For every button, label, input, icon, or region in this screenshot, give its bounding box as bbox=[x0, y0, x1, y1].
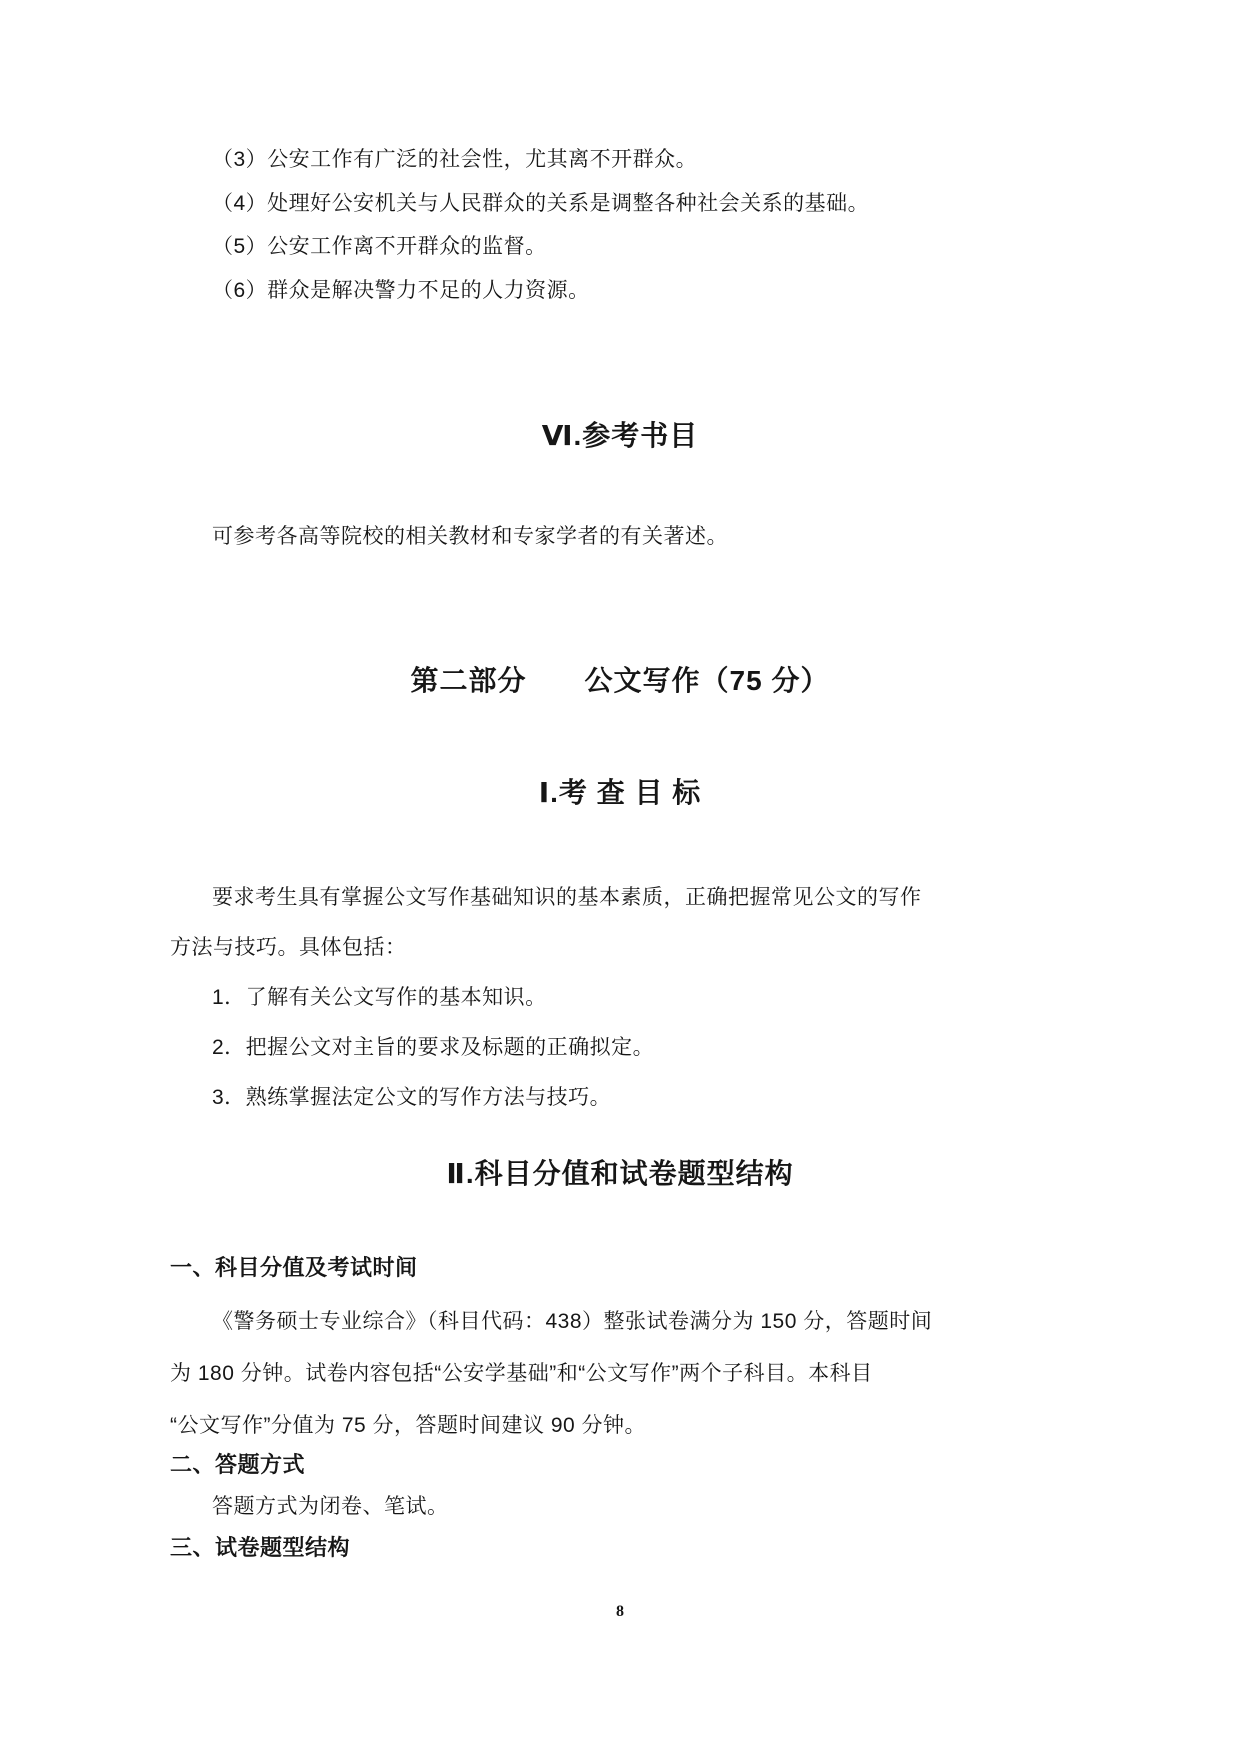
goal-paragraph-line2: 方法与技巧。具体包括： bbox=[170, 936, 407, 959]
part2-title: 第二部分 公文写作（75 分） bbox=[410, 665, 830, 696]
list-item-4: （4）处理好公安机关与人民群众的关系是调整各种社会关系的基础。 bbox=[212, 192, 870, 215]
sub1-heading: 一、科目分值及考试时间 bbox=[170, 1255, 418, 1280]
sub2-body: 答题方式为闭卷、笔试。 bbox=[212, 1495, 449, 1518]
sub1-paragraph-line2: 为 180 分钟。试卷内容包括“公安学基础”和“公文写作”两个子科目。本科目 bbox=[170, 1362, 873, 1385]
sub2-heading: 二、答题方式 bbox=[170, 1452, 306, 1477]
list-item-6: （6）群众是解决警力不足的人力资源。 bbox=[212, 279, 590, 302]
list-item-5: （5）公安工作离不开群众的监督。 bbox=[212, 235, 547, 258]
reference-section-heading: Ⅵ.参考书目 bbox=[541, 420, 699, 451]
sub1-paragraph-line3: “公文写作”分值为 75 分，答题时间建议 90 分钟。 bbox=[170, 1414, 647, 1437]
goal-item-2: 2．把握公文对主旨的要求及标题的正确拟定。 bbox=[212, 1036, 655, 1059]
goal-item-3: 3．熟练掌握法定公文的写作方法与技巧。 bbox=[212, 1086, 612, 1109]
reference-section-body: 可参考各高等院校的相关教材和专家学者的有关著述。 bbox=[212, 525, 728, 548]
list-item-3: （3）公安工作有广泛的社会性，尤其离不开群众。 bbox=[212, 148, 698, 171]
structure-section-heading: Ⅱ.科目分值和试卷题型结构 bbox=[446, 1158, 794, 1189]
sub3-heading: 三、试卷题型结构 bbox=[170, 1535, 351, 1560]
sub1-paragraph-line1: 《警务硕士专业综合》（科目代码：438）整张试卷满分为 150 分，答题时间 bbox=[212, 1310, 933, 1333]
goal-paragraph-line1: 要求考生具有掌握公文写作基础知识的基本素质，正确把握常见公文的写作 bbox=[212, 886, 922, 909]
goal-item-1: 1．了解有关公文写作的基本知识。 bbox=[212, 986, 547, 1009]
page-number: 8 bbox=[616, 1603, 624, 1620]
goal-section-heading: Ⅰ.考 查 目 标 bbox=[538, 777, 702, 808]
